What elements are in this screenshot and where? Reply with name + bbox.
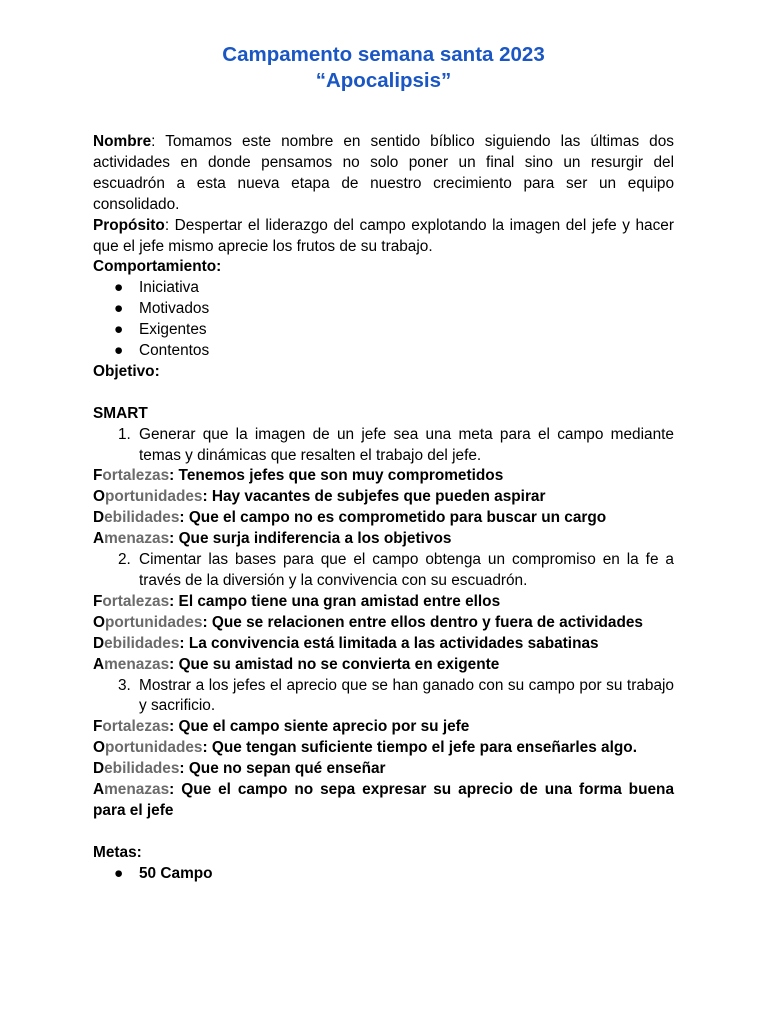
goal-2-fortalezas: Fortalezas: El campo tiene una gran amistad entre ellos bbox=[93, 592, 501, 610]
nombre-text: : Tomamos este nombre en sentido bíblico siguiendo las últimas dos actividades en donde pensamos no solo poner un final sino un resurgir del escuadrón a esta nueva etapa de nuestro crecimiento para ser un equipo consolidado. bbox=[93, 133, 674, 213]
goal-1-fortalezas: Fortalezas: Tenemos jefes que son muy comprometidos bbox=[93, 467, 504, 485]
smart-heading: SMART bbox=[93, 404, 148, 422]
goal-item-3: 3. Mostrar a los jefes el aprecio que se han ganado con su campo por su trabajo y sacrificio. bbox=[118, 676, 674, 715]
proposito-label: Propósito bbox=[93, 216, 165, 234]
spacer bbox=[93, 822, 674, 843]
nombre-paragraph bbox=[93, 132, 674, 216]
list-item: ● Iniciativa bbox=[93, 278, 674, 299]
comportamiento-list bbox=[93, 278, 674, 362]
goal-1-amenazas: Amenazas: Que surja indiferencia a los objetivos bbox=[93, 530, 452, 548]
goal-3-debilidades: Debilidades: Que no sepan qué enseñar bbox=[93, 760, 386, 778]
metas-heading: Metas: bbox=[93, 843, 142, 861]
goal-list-1 bbox=[93, 425, 674, 467]
goal-1-oportunidades: Oportunidades: Hay vacantes de subjefes que pueden aspirar bbox=[93, 488, 546, 506]
bullet-icon: ● bbox=[114, 321, 124, 339]
goal-item-1: 1. Generar que la imagen de un jefe sea una meta para el campo mediante temas y dinámicas que resalten el trabajo del jefe. bbox=[118, 425, 674, 464]
goal-item-2: 2. Cimentar las bases para que el campo obtenga un compromiso en la fe a través de la diversión y la convivencia con su escuadrón. bbox=[118, 551, 674, 590]
bullet-icon: ● bbox=[114, 279, 124, 297]
list-item: ● Contentos bbox=[93, 341, 674, 362]
list-item: ● Exigentes bbox=[93, 320, 674, 341]
spacer bbox=[93, 383, 674, 404]
goal-2-amenazas: Amenazas: Que su amistad no se convierta en exigente bbox=[93, 655, 500, 673]
comportamiento-heading: Comportamiento: bbox=[93, 258, 222, 276]
proposito-paragraph bbox=[93, 216, 674, 258]
list-item: ● Motivados bbox=[93, 299, 674, 320]
goal-2-debilidades: Debilidades: La convivencia está limitada a las actividades sabatinas bbox=[93, 634, 599, 652]
goal-2-oportunidades: Oportunidades: Que se relacionen entre ellos dentro y fuera de actividades bbox=[93, 613, 643, 631]
bullet-icon: ● bbox=[114, 342, 124, 360]
goal-list-3 bbox=[93, 676, 674, 718]
list-item: ● 50 Campo bbox=[93, 864, 674, 885]
proposito-text: : Despertar el liderazgo del campo explotando la imagen del jefe y hacer que el jefe mismo aprecie los frutos de su trabajo. bbox=[93, 216, 674, 255]
objetivo-heading: Objetivo: bbox=[93, 362, 160, 380]
bullet-icon: ● bbox=[114, 864, 124, 882]
bullet-icon: ● bbox=[114, 300, 124, 318]
nombre-label: Nombre bbox=[93, 133, 152, 150]
goal-list-2 bbox=[93, 550, 674, 592]
document-title bbox=[93, 42, 674, 94]
metas-list bbox=[93, 864, 674, 885]
title-line-2: “Apocalipsis” bbox=[315, 69, 452, 92]
goal-1-debilidades: Debilidades: Que el campo no es comprometido para buscar un cargo bbox=[93, 509, 607, 527]
goal-3-amenazas: Amenazas: Que el campo no sepa expresar su aprecio de una forma buena para el jefe bbox=[93, 781, 674, 819]
goal-3-fortalezas: Fortalezas: Que el campo siente aprecio por su jefe bbox=[93, 718, 470, 736]
goal-3-oportunidades: Oportunidades: Que tengan suficiente tiempo el jefe para enseñarles algo. bbox=[93, 739, 637, 757]
title-line-1: Campamento semana santa 2023 bbox=[222, 43, 545, 66]
